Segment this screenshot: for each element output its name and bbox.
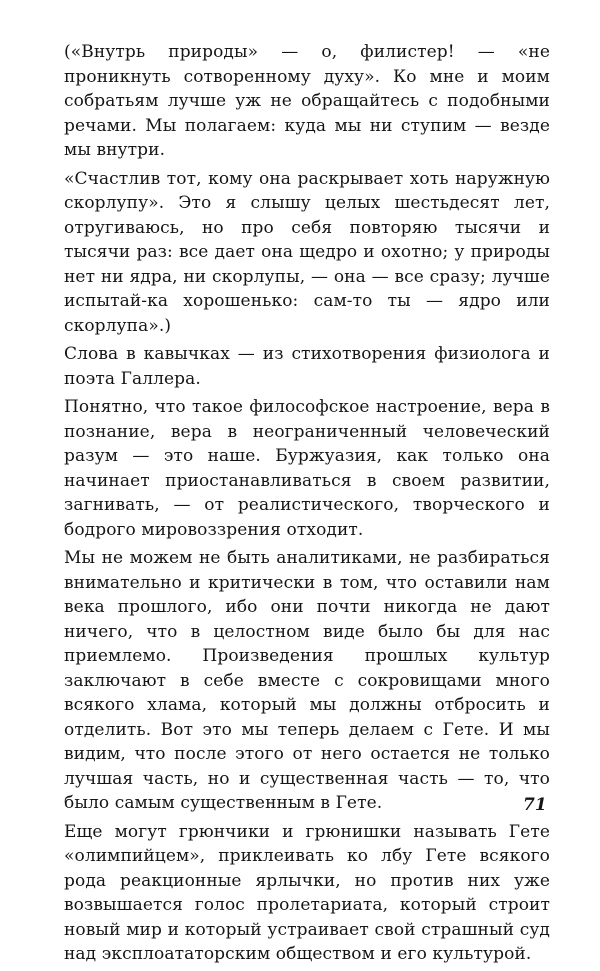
paragraph-6: Еще могут грюнчики и грюнишки называть Гете «олимпийцем», приклеивать ко лбу Гете всякого рода реакционные ярлычки, но против них уже возвышается голос пролетариата, который строит новый мир и который устраивает свой страшный суд над эксплоататорским обществом и его культурой. (64, 821, 550, 964)
paragraph-1: («Внутрь природы» — о, филистер! — «не проникнуть сотворенному духу». Ко мне и моим собратьям лучше уж не обращайтесь с подобными речами. Мы полагаем: куда мы ни ступим — везде мы внутри. (64, 42, 550, 160)
page-number: 71 (523, 795, 547, 815)
paragraph-5: Мы не можем не быть аналитиками, не разбираться внимательно и критически в том, что оставили нам века прошлого, ибо они почти никогда не дают ничего, что в целостном виде было бы для нас приемлемо. Произведения прошлых культур заключают в себе вместе с сокровищами много всякого хлама, который мы должны отбросить и отделить. Вот это мы теперь делаем с Гете. И мы видим, что после этого от него остается не только лучшая часть, но и существенная часть — то, что было самым существенным в Гете. (64, 548, 550, 813)
paragraph-3: Слова в кавычках — из стихотворения физиолога и поэта Галлера. (64, 344, 550, 389)
paragraph-4: Понятно, что такое философское настроение, вера в познание, вера в неограниченный человеческий разум — это наше. Буржуазия, как только она начинает приостанавливаться в своем развитии, загнивать, — от реалистического, творческого и бодрого мировоззрения отходит. (64, 397, 550, 540)
paragraph-2: «Счастлив тот, кому она раскрывает хоть наружную скорлупу». Это я слышу целых шестьдесят лет, отругиваюсь, но про себя повторяю тысячи и тысячи раз: все дает она щедро и охотно; у природы нет ни ядра, ни скорлупы, — она — все сразу; лучше испытай-ка хорошенько: сам-то ты — ядро или скорлупа».) (64, 168, 550, 336)
page-text-block (64, 40, 550, 971)
